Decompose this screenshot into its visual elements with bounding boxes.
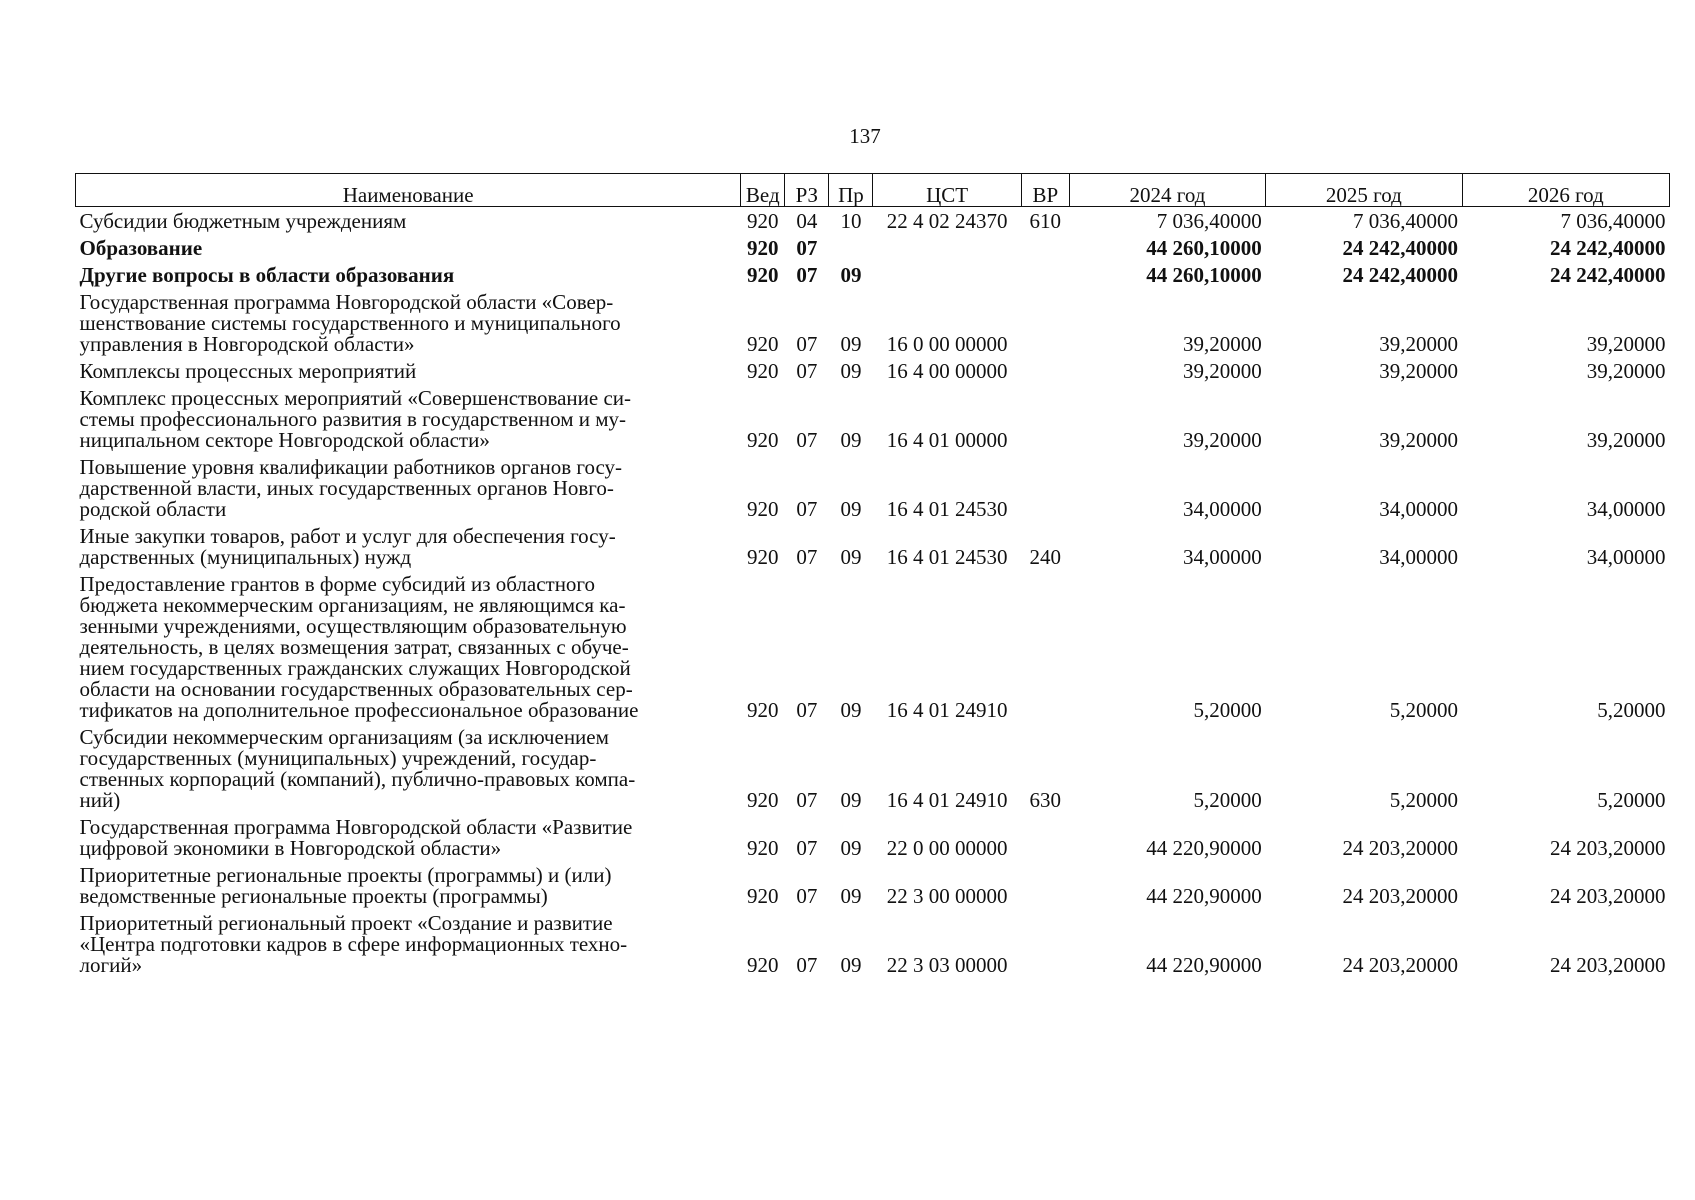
cell-rz: 07: [796, 428, 818, 452]
row-name-line: ний): [79, 788, 121, 812]
header-cst: ЦСТ: [873, 174, 1021, 207]
cell-vr: [1021, 570, 1069, 723]
page-number: 137: [849, 124, 881, 148]
cell-2026: 5,20000: [1597, 698, 1666, 722]
cell-2025: 7 036,40000: [1353, 209, 1459, 233]
cell-2024: 44 260,10000: [1146, 263, 1262, 287]
cell-rz: 07: [796, 359, 818, 383]
cell-2025: 5,20000: [1389, 788, 1459, 812]
cell-pr: 09: [840, 359, 862, 383]
row-name-line: ственных корпораций (компаний), публично-правовых компа-: [79, 767, 636, 791]
cell-2026: 5,20000: [1597, 788, 1666, 812]
cell-cst: [873, 234, 1021, 261]
cell-2024: 44 220,90000: [1146, 884, 1262, 908]
row-name-line: государственных (муниципальных) учреждений, государ-: [79, 746, 597, 770]
cell-pr: 09: [840, 545, 862, 569]
table-body: [76, 207, 1670, 979]
cell-cst: 22 3 00 00000: [886, 884, 1008, 908]
cell-2024: 7 036,40000: [1156, 209, 1262, 233]
cell-2025: 24 203,20000: [1342, 884, 1459, 908]
row-name: [76, 909, 741, 978]
cell-2025: 39,20000: [1379, 332, 1459, 356]
cell-rz: 07: [796, 263, 818, 287]
row-name-line: Государственная программа Новгородской области «Развитие: [79, 815, 633, 839]
row-name: [76, 207, 741, 235]
cell-ved: 920: [747, 788, 779, 812]
table-row: [76, 261, 1670, 288]
cell-ved: 920: [747, 698, 779, 722]
cell-vr: 610: [1029, 209, 1062, 233]
cell-ved: 920: [747, 359, 779, 383]
cell-cst: 22 4 02 24370: [886, 209, 1008, 233]
cell-ved: 920: [747, 332, 779, 356]
table-row: [76, 384, 1670, 453]
cell-rz: 07: [796, 953, 818, 977]
cell-pr: 09: [840, 953, 862, 977]
row-name: [76, 288, 741, 357]
cell-cst: 16 0 00 00000: [886, 332, 1008, 356]
cell-ved: 920: [747, 428, 779, 452]
row-name: [76, 723, 741, 813]
cell-vr: [1021, 861, 1069, 909]
cell-cst: 22 0 00 00000: [886, 836, 1008, 860]
cell-vr: [1021, 453, 1069, 522]
cell-2025: 39,20000: [1379, 428, 1459, 452]
budget-table: [75, 173, 1670, 978]
row-name-line: Государственная программа Новгородской области «Совер-: [79, 290, 614, 314]
cell-2024: 5,20000: [1193, 788, 1262, 812]
cell-rz: 07: [796, 545, 818, 569]
row-name-line: Предоставление грантов в форме субсидий из областного: [79, 572, 596, 596]
row-name-line: бюджета некоммерческим организациям, не являющимся ка-: [79, 593, 626, 617]
row-name-line: Комплексы процессных мероприятий: [79, 359, 417, 383]
header-name: Наименование: [76, 174, 741, 207]
row-name-line: управления в Новгородской области»: [79, 332, 415, 356]
cell-2025: 24 203,20000: [1342, 836, 1459, 860]
cell-rz: 04: [796, 209, 818, 233]
row-name-line: зенными учреждениями, осуществляющим образовательную: [79, 614, 627, 638]
table-row: [76, 723, 1670, 813]
cell-pr: 09: [840, 497, 862, 521]
cell-2026: 24 203,20000: [1550, 836, 1666, 860]
cell-2026: 24 203,20000: [1550, 884, 1666, 908]
cell-rz: 07: [796, 332, 818, 356]
row-name-line: тификатов на дополнительное профессиональное образование: [79, 698, 639, 722]
cell-pr: 09: [840, 698, 862, 722]
table-row: [76, 522, 1670, 570]
cell-pr: 09: [840, 884, 862, 908]
cell-cst: 16 4 00 00000: [886, 359, 1008, 383]
row-name: [76, 453, 741, 522]
cell-2024: 34,00000: [1182, 545, 1262, 569]
row-name: [76, 384, 741, 453]
row-name-line: деятельность, в целях возмещения затрат, связанных с обуче-: [79, 635, 629, 659]
table-row: [76, 453, 1670, 522]
row-name: [76, 357, 741, 384]
cell-cst: 16 4 01 24910: [886, 698, 1008, 722]
table-row: [76, 234, 1670, 261]
cell-cst: 16 4 01 24530: [886, 545, 1008, 569]
row-name: [76, 522, 741, 570]
cell-rz: 07: [796, 236, 818, 260]
cell-vr: [1021, 261, 1069, 288]
header-rz: РЗ: [785, 174, 829, 207]
cell-2025: 24 242,40000: [1342, 263, 1459, 287]
cell-2024: 44 220,90000: [1146, 836, 1262, 860]
cell-ved: 920: [747, 884, 779, 908]
row-name-line: шенствование системы государственного и муниципального: [79, 311, 621, 335]
cell-2024: 39,20000: [1182, 428, 1262, 452]
row-name-line: Приоритетные региональные проекты (программы) и (или): [79, 863, 612, 887]
cell-cst: 16 4 01 24910: [886, 788, 1008, 812]
cell-ved: 920: [747, 236, 779, 260]
cell-ved: 920: [747, 545, 779, 569]
cell-rz: 07: [796, 698, 818, 722]
row-name-line: цифровой экономики в Новгородской области»: [79, 836, 502, 860]
cell-2024: 39,20000: [1182, 359, 1262, 383]
cell-2025: 24 203,20000: [1342, 953, 1459, 977]
cell-2024: 44 260,10000: [1146, 236, 1262, 260]
cell-2024: 44 220,90000: [1146, 953, 1262, 977]
row-name-line: дарственных (муниципальных) нужд: [79, 545, 412, 569]
cell-pr: 09: [840, 332, 862, 356]
cell-rz: 07: [796, 788, 818, 812]
cell-2026: 34,00000: [1586, 545, 1666, 569]
cell-pr: 10: [840, 209, 862, 233]
row-name-line: Повышение уровня квалификации работников органов госу-: [79, 455, 623, 479]
cell-vr: [1021, 234, 1069, 261]
cell-vr: [1021, 288, 1069, 357]
cell-2025: 34,00000: [1379, 497, 1459, 521]
cell-ved: 920: [747, 497, 779, 521]
row-name-line: Субсидии некоммерческим организациям (за исключением: [79, 725, 609, 749]
row-name-line: Другие вопросы в области образования: [79, 263, 455, 287]
row-name-line: Иные закупки товаров, работ и услуг для обеспечения госу-: [79, 524, 616, 548]
row-name-line: логий»: [79, 953, 143, 977]
cell-ved: 920: [747, 953, 779, 977]
row-name-line: родской области: [79, 497, 227, 521]
cell-2026: 39,20000: [1586, 428, 1666, 452]
cell-cst: 16 4 01 00000: [886, 428, 1008, 452]
cell-pr: 09: [840, 788, 862, 812]
row-name-line: стемы профессионального развития в государственном и му-: [79, 407, 627, 431]
cell-vr: [1021, 357, 1069, 384]
header-ved: Вед: [741, 174, 785, 207]
cell-pr: 09: [840, 836, 862, 860]
row-name-line: ниципальном секторе Новгородской области»: [79, 428, 490, 452]
cell-2025: 24 242,40000: [1342, 236, 1459, 260]
cell-2026: 24 242,40000: [1550, 263, 1666, 287]
row-name-line: Комплекс процессных мероприятий «Совершенствование си-: [79, 386, 632, 410]
header-2025: 2025 год: [1266, 174, 1462, 207]
cell-vr: [1021, 909, 1069, 978]
row-name-line: области на основании государственных образовательных сер-: [79, 677, 633, 701]
table-header-row: [76, 174, 1670, 207]
cell-cst: 16 4 01 24530: [886, 497, 1008, 521]
table-row: [76, 861, 1670, 909]
cell-pr: 09: [840, 263, 862, 287]
header-pr: Пр: [829, 174, 873, 207]
row-name-line: дарственной власти, иных государственных органов Новго-: [79, 476, 614, 500]
cell-2025: 34,00000: [1379, 545, 1459, 569]
cell-ved: 920: [747, 836, 779, 860]
cell-2026: 24 242,40000: [1550, 236, 1666, 260]
table-row: [76, 288, 1670, 357]
row-name-line: нием государственных гражданских служащих Новгородской: [79, 656, 631, 680]
cell-rz: 07: [796, 884, 818, 908]
cell-cst: 22 3 03 00000: [886, 953, 1008, 977]
cell-vr: [1021, 813, 1069, 861]
row-name-line: ведомственные региональные проекты (программы): [79, 884, 548, 908]
cell-2024: 39,20000: [1182, 332, 1262, 356]
row-name: [76, 861, 741, 909]
cell-2026: 39,20000: [1586, 359, 1666, 383]
row-name: [76, 813, 741, 861]
cell-cst: [873, 261, 1021, 288]
cell-pr: [829, 234, 873, 261]
header-2024: 2024 год: [1069, 174, 1265, 207]
row-name-line: Образование: [79, 236, 203, 260]
row-name: [76, 570, 741, 723]
cell-2025: 39,20000: [1379, 359, 1459, 383]
cell-2024: 5,20000: [1193, 698, 1262, 722]
cell-2026: 34,00000: [1586, 497, 1666, 521]
cell-rz: 07: [796, 497, 818, 521]
table-row: [76, 813, 1670, 861]
cell-rz: 07: [796, 836, 818, 860]
cell-2026: 39,20000: [1586, 332, 1666, 356]
table-row: [76, 207, 1670, 235]
table-row: [76, 357, 1670, 384]
row-name: [76, 234, 741, 261]
cell-ved: 920: [747, 263, 779, 287]
cell-ved: 920: [747, 209, 779, 233]
row-name: [76, 261, 741, 288]
cell-2026: 7 036,40000: [1560, 209, 1666, 233]
cell-vr: [1021, 384, 1069, 453]
header-2026: 2026 год: [1462, 174, 1669, 207]
table-row: [76, 909, 1670, 978]
cell-2024: 34,00000: [1182, 497, 1262, 521]
cell-vr: 630: [1029, 788, 1062, 812]
row-name-line: «Центра подготовки кадров в сфере информационных техно-: [79, 932, 628, 956]
cell-2026: 24 203,20000: [1550, 953, 1666, 977]
header-vr: ВР: [1021, 174, 1069, 207]
table-row: [76, 570, 1670, 723]
cell-2025: 5,20000: [1389, 698, 1459, 722]
cell-pr: 09: [840, 428, 862, 452]
row-name-line: Субсидии бюджетным учреждениям: [79, 209, 407, 233]
cell-vr: 240: [1029, 545, 1062, 569]
row-name-line: Приоритетный региональный проект «Создание и развитие: [79, 911, 613, 935]
